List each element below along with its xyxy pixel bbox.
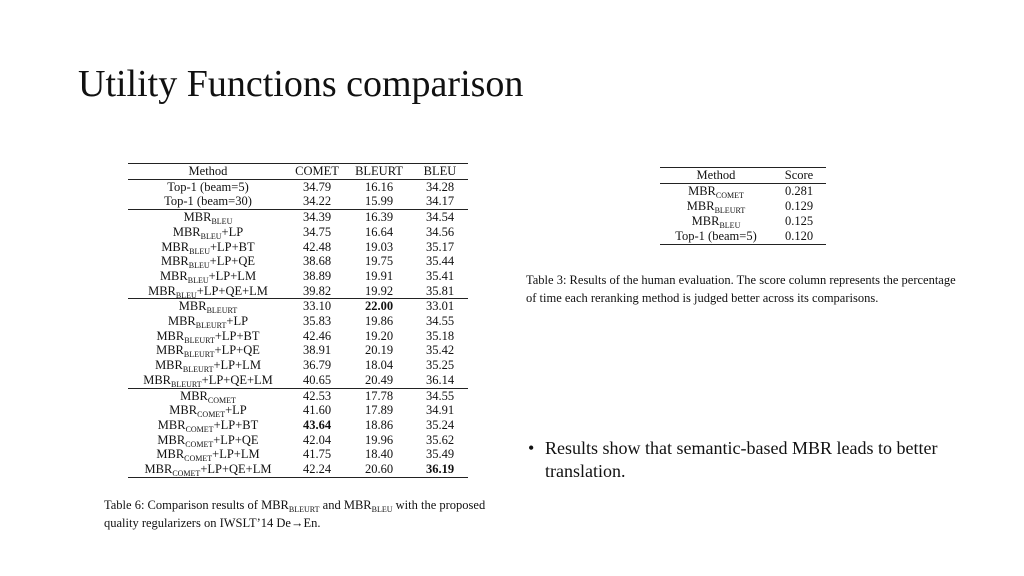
bleu-cell: 34.28 [425,179,455,194]
comet-cell: 38.68 [302,254,332,269]
method-cell: $MBR_{BLEURT}+LP+QE+LM$ [143,372,273,389]
method-cell: $MBR_{BLEU}+LP+LM$ [159,268,257,285]
bleu-cell: 34.55 [425,314,455,329]
table-row [128,299,468,314]
comet-cell: 38.91 [302,343,332,358]
method-cell: Top-1 (beam=5) [167,179,249,194]
table-row [128,314,468,329]
bleurt-cell: 16.16 [364,179,394,194]
table-6-caption: Table 6: Comparison results of $MBR_{BLEURT}$ and $MBR_{BLEU}$ with the proposed quality regularizers on IWSLT’14 De→En. [104,498,486,530]
bleu-cell: 34.91 [425,403,455,418]
method-cell: Top-1 (beam=5) [675,229,757,243]
bleurt-cell: 17.78 [346,388,412,403]
bleurt-cell: 19.96 [364,432,394,447]
comet-cell: 38.89 [302,268,332,283]
bleurt-cell: 19.20 [364,328,394,343]
table-row [128,358,468,373]
bleurt-cell: 18.04 [364,358,394,373]
bleu-cell: 33.01 [412,299,468,314]
comet-cell: 35.83 [302,314,332,329]
comet-cell: 39.82 [302,283,332,298]
method-cell: $MBR_{COMET}$ [128,388,288,403]
table-row [128,388,468,403]
table-row [128,194,468,209]
bleurt-cell: 19.92 [364,283,394,298]
table-row [128,343,468,358]
table-row [128,433,468,448]
comet-cell: 34.75 [302,224,332,239]
table-3-header-row [660,168,826,184]
table-6-header-row [128,164,468,180]
comet-cell: 40.65 [302,372,332,387]
bleu-cell: 35.18 [425,328,455,343]
table-6 [128,163,468,478]
bleurt-cell: 20.49 [364,372,394,387]
table-row [128,179,468,194]
bleurt-cell: 19.91 [364,268,394,283]
table-row [128,462,468,477]
bleu-cell: 35.17 [425,239,455,254]
comet-cell: 33.10 [288,299,346,314]
method-cell: $MBR_{COMET}$ [688,184,744,200]
bleu-cell: 35.49 [425,447,455,462]
bleu-cell: 34.17 [425,194,455,209]
header-score: Score [784,168,814,182]
table-row [660,229,826,245]
method-cell: $MBR_{BLEU}$ [128,210,288,225]
bleu-cell: 35.62 [425,432,455,447]
method-cell: $MBR_{COMET}+LP+QE+LM$ [144,462,272,479]
bleurt-cell: 18.40 [364,447,394,462]
table-row [128,418,468,433]
bleurt-cell: 20.60 [364,462,394,477]
comet-cell: 34.79 [302,179,332,194]
table-row [128,403,468,418]
comet-cell: 42.48 [302,239,332,254]
method-cell: $MBR_{BLEU}+LP$ [172,224,244,241]
method-cell: $MBR_{BLEU}$ [691,214,741,230]
table-row [128,329,468,344]
bleurt-cell: 19.86 [364,314,394,329]
bleu-cell: 35.41 [425,268,455,283]
method-cell: $MBR_{COMET}+LP+QE$ [157,432,259,449]
score-cell: 0.281 [784,184,814,198]
comet-cell: 42.04 [302,432,332,447]
bullet-marker: • [528,438,535,458]
method-cell: $MBR_{BLEURT}+LP+LM$ [155,358,261,375]
table-row [128,240,468,255]
bleu-cell: 36.14 [425,372,455,387]
score-cell: 0.125 [784,214,814,228]
score-cell: 0.129 [784,199,814,213]
bleurt-cell: 15.99 [364,194,394,209]
bleurt-cell: 17.89 [364,403,394,418]
table-row [660,199,826,214]
bleu-cell: 34.54 [412,210,468,225]
table-row [660,214,826,229]
method-cell: $MBR_{BLEURT}+LP+BT$ [156,328,260,345]
header-bleurt: BLEURT [355,164,403,178]
table-3-caption: Table 3: Results of the human evaluation. The score column represents the percentage of time each reranking method is judged better across its comparisons. [526,273,956,305]
bleurt-cell: 16.39 [346,210,412,225]
comet-cell: 34.39 [288,210,346,225]
comet-cell: 41.75 [302,447,332,462]
comet-cell-best: 43.64 [302,417,332,432]
comet-cell: 42.53 [288,388,346,403]
method-cell: $MBR_{COMET}+LP$ [169,403,247,420]
table-row [128,284,468,299]
bleurt-cell: 19.03 [364,239,394,254]
comet-cell: 42.24 [302,462,332,477]
header-comet: COMET [295,164,339,178]
header-method: Method [696,168,736,182]
method-cell: $MBR_{BLEURT}+LP$ [167,314,249,331]
bleu-cell-best: 36.19 [425,462,455,477]
method-cell: $MBR_{BLEU}+LP+BT$ [161,239,255,256]
table-row [128,373,468,388]
table-row [128,447,468,462]
bleu-cell: 35.42 [425,343,455,358]
method-cell: $MBR_{BLEURT}$ [686,199,746,215]
method-cell: $MBR_{BLEU}+LP+QE+LM$ [148,283,268,300]
method-cell: $MBR_{BLEURT}+LP+QE$ [156,343,260,360]
table-row [128,210,468,225]
method-cell: $MBR_{COMET}+LP+BT$ [157,417,259,434]
table-row [660,184,826,200]
method-cell: Top-1 (beam=30) [164,194,252,209]
table-row [128,254,468,269]
header-method: Method [188,164,228,178]
method-cell: $MBR_{COMET}+LP+LM$ [156,447,260,464]
bleurt-cell: 19.75 [364,254,394,269]
comet-cell: 36.79 [302,358,332,373]
header-bleu: BLEU [423,164,457,178]
comet-cell: 42.46 [302,328,332,343]
bleurt-cell: 20.19 [364,343,394,358]
bleu-cell: 35.81 [425,283,455,298]
table-row [128,269,468,284]
bleurt-cell-best: 22.00 [346,299,412,314]
method-cell: $MBR_{BLEU}+LP+QE$ [160,254,256,271]
table-row [128,225,468,240]
bleurt-cell: 16.64 [364,224,394,239]
comet-cell: 34.22 [302,194,332,209]
bleurt-cell: 18.86 [364,417,394,432]
bleu-cell: 35.25 [425,358,455,373]
slide-title: Utility Functions comparison [78,63,524,105]
bleu-cell: 35.44 [425,254,455,269]
bleu-cell: 34.56 [425,224,455,239]
comet-cell: 41.60 [302,403,332,418]
bleu-cell: 35.24 [425,417,455,432]
table-3 [660,167,826,245]
bullet-text: Results show that semantic-based MBR leads to better translation. [545,438,938,481]
bleu-cell: 34.55 [412,388,468,403]
bullet-point [528,437,948,483]
score-cell: 0.120 [784,229,814,243]
method-cell: $MBR_{BLEURT}$ [128,299,288,314]
